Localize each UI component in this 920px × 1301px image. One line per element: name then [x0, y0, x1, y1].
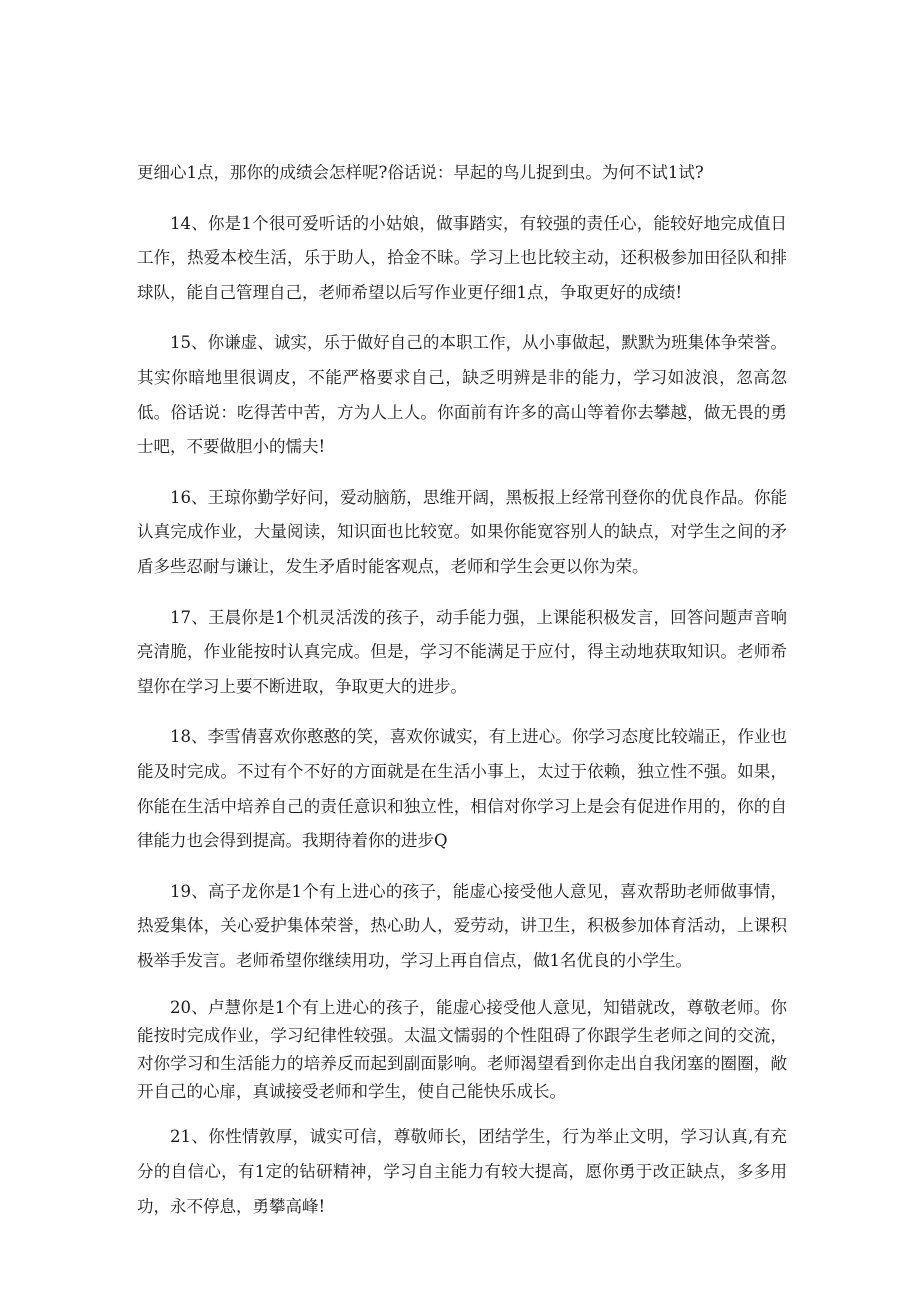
- paragraph-19: 19、高子龙你是1个有上进心的孩子，能虚心接受他人意见，喜欢帮助老师做事情，热爱集体，关心爱护集体荣誉，热心助人，爱劳动，讲卫生，积极参加体育活动，上课积极举手发言。老师希望你继续用功，学习上再自信点，做1名优良的小学生。: [137, 881, 787, 970]
- paragraph-14: 14、你是1个很可爱听话的小姑娘，做事踏实，有较强的责任心，能较好地完成值日工作，热爱本校生活，乐于助人，拾金不昧。学习上也比较主动，还积极参加田径队和排球队，能自己管理自己，老师希望以后写作业更仔细1点，争取更好的成绩!: [137, 213, 787, 302]
- document-body: [137, 156, 787, 1240]
- paragraph-18: 18、李雪倩喜欢你憨憨的笑，喜欢你诚实，有上进心。你学习态度比较端正，作业也能及时完成。不过有个不好的方面就是在生活小事上，太过于依赖，独立性不强。如果，你能在生活中培养自己的责任意识和独立性，相信对你学习上是会有促进作用的，你的自律能力也会得到提高。我期待着你的进步Q: [137, 727, 787, 851]
- paragraph-21: 21、你性情敦厚，诚实可信，尊敬师长，团结学生，行为举止文明，学习认真,有充分的自信心，有1定的钻研精神，学习自主能力有较大提高，愿你勇于改正缺点，多多用功，永不停息，勇攀高峰!: [137, 1127, 787, 1216]
- paragraph-20: 20、卢慧你是1个有上进心的孩子，能虚心接受他人意见，知错就改，尊敬老师。你能按时完成作业，学习纪律性较强。太温文懦弱的个性阻碍了你跟学生老师之间的交流，对你学习和生活能力的培养反而起到副面影响。老师渴望看到你走出自我闭塞的圈圈，敞开自己的心扉，真诚接受老师和学生，使自己能快乐成长。: [137, 998, 787, 1102]
- paragraph-16: 16、王琼你勤学好问，爱动脑筋，思维开阔，黑板报上经常刊登你的优良作品。你能认真完成作业，大量阅读，知识面也比较宽。如果你能宽容别人的缺点，对学生之间的矛盾多些忍耐与谦让，发生矛盾时能客观点，老师和学生会更以你为荣。: [137, 487, 787, 576]
- paragraph-17: 17、王晨你是1个机灵活泼的孩子，动手能力强，上课能积极发言，回答问题声音响亮清脆，作业能按时认真完成。但是，学习不能满足于应付，得主动地获取知识。老师希望你在学习上要不断进取，争取更大的进步。: [137, 607, 787, 696]
- paragraph-15: 15、你谦虚、诚实，乐于做好自己的本职工作，从小事做起，默默为班集体争荣誉。其实你暗地里很调皮，不能严格要求自己，缺乏明辨是非的能力，学习如波浪，忽高忽低。俗话说：吃得苦中苦，方为人上人。你面前有许多的高山等着你去攀越，做无畏的勇士吧，不要做胆小的懦夫!: [137, 333, 787, 457]
- paragraph-13-continuation: 更细心1点，那你的成绩会怎样呢?俗话说：早起的鸟儿捉到虫。为何不试1试?: [137, 163, 704, 182]
